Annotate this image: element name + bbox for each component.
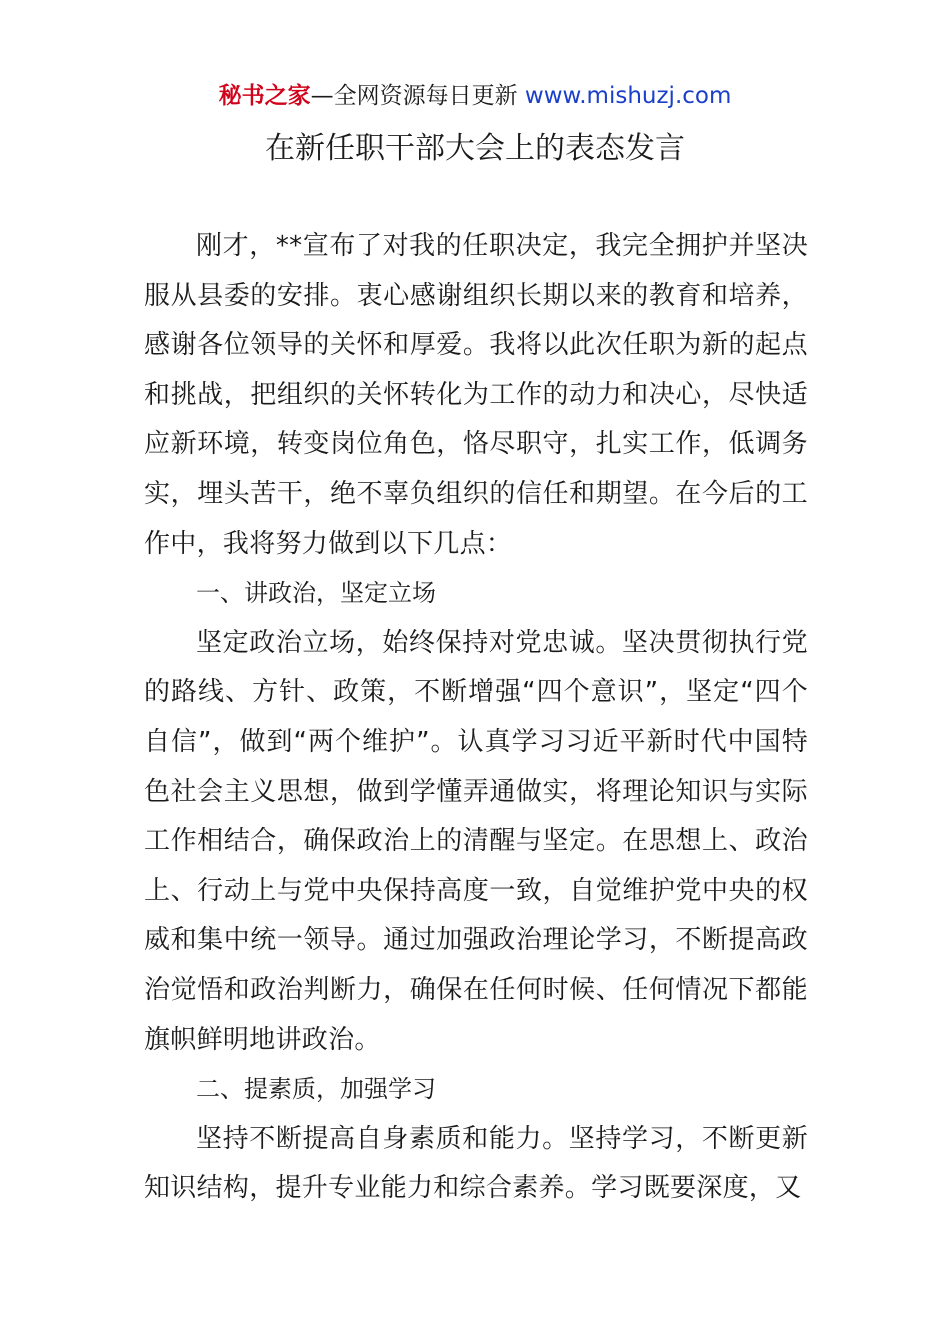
document-body bbox=[144, 222, 808, 1214]
site-header bbox=[0, 80, 950, 112]
site-url-link[interactable]: www.mishuzj.com bbox=[524, 83, 732, 109]
brand-name: 秘书之家 bbox=[218, 83, 311, 109]
section-heading-2: 二、提素质，加强学习 bbox=[196, 1075, 436, 1104]
site-tagline: —全网资源每日更新 bbox=[310, 83, 518, 109]
document-title: 在新任职干部大会上的表态发言 bbox=[265, 131, 685, 166]
section-1-paragraph: 坚定政治立场，始终保持对党忠诚。坚决贯彻执行党的路线、方针、政策，不断增强“四个意识”，坚定“四个自信”，做到“两个维护”。认真学习习近平新时代中国特色社会主义思想，做到学懂弄通做实，将理论知识与实际工作相结合，确保政治上的清醒与坚定。在思想上、政治上、行动上与党中央保持高度一致，自觉维护党中央的权威和集中统一领导。通过加强政治理论学习，不断提高政治觉悟和政治判断力，确保在任何时候、任何情况下都能旗帜鲜明地讲政治。 bbox=[144, 627, 808, 1055]
intro-paragraph: 刚才，**宣布了对我的任职决定，我完全拥护并坚决服从县委的安排。衷心感谢组织长期以来的教育和培养，感谢各位领导的关怀和厚爱。我将以此次任职为新的起点和挑战，把组织的关怀转化为工作的动力和决心，尽快适应新环境，转变岗位角色，恪尽职守，扎实工作，低调务实，埋头苦干，绝不辜负组织的信任和期望。在今后的工作中，我将努力做到以下几点： bbox=[144, 231, 808, 559]
section-2-paragraph: 坚持不断提高自身素质和能力。坚持学习，不断更新知识结构，提升专业能力和综合素养。学习既要深度，又 bbox=[144, 1123, 808, 1204]
section-heading-1: 一、讲政治，坚定立场 bbox=[196, 579, 436, 608]
